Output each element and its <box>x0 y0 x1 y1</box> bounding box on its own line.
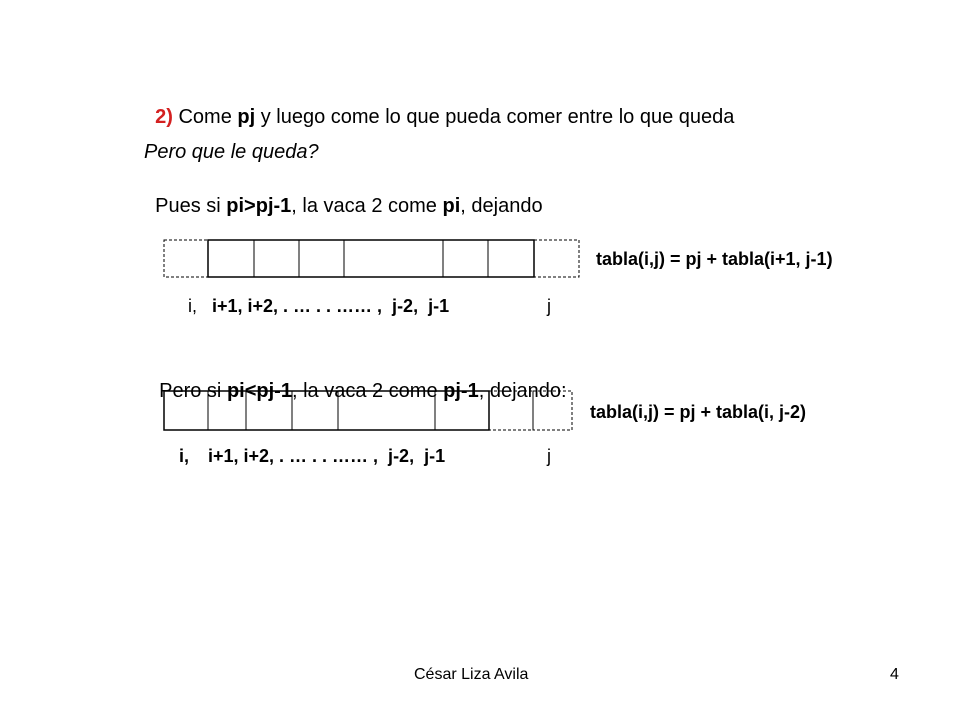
case1-remaining-cells <box>208 240 534 277</box>
page-number: 4 <box>890 666 899 683</box>
case2-index-j: j <box>547 446 551 466</box>
case1-array <box>164 240 579 277</box>
case1-text-3: , dejando <box>460 195 543 217</box>
case2-text-2: , la vaca 2 come <box>291 380 444 402</box>
heading-pj: pj <box>237 106 256 128</box>
case2-text-1: Pero si <box>159 380 227 402</box>
case1-pi: pi <box>442 195 461 217</box>
case2-index-range: i+1, i+2, . … . . …… , j-2, j-1 <box>208 446 446 466</box>
case1-formula: tabla(i,j) = pj + tabla(i+1, j-1) <box>596 249 833 269</box>
case2-pj1: pj-1 <box>443 380 479 402</box>
case1-text-2: , la vaca 2 come <box>291 195 443 217</box>
case2-formula: tabla(i,j) = pj + tabla(i, j-2) <box>590 402 807 422</box>
question-line: Pero que le queda? <box>144 141 319 163</box>
item-number: 2) <box>155 106 173 128</box>
case2-index-i: i, <box>179 446 190 466</box>
heading-text-1: Come <box>172 106 238 128</box>
case1-index-range: i+1, i+2, . … . . …… , j-2, j-1 <box>212 296 450 316</box>
heading-text-2: y luego come lo que pueda comer entre lo que queda <box>255 106 735 128</box>
case2-text-3: , dejando: <box>478 380 567 402</box>
case1-condition: pi>pj-1 <box>226 195 292 217</box>
case1-index-j: j <box>547 296 551 316</box>
footer-author: César Liza Avila <box>414 666 529 683</box>
case1-removed-cell-left <box>164 240 208 277</box>
case2-condition: pi<pj-1 <box>226 380 292 402</box>
case1-text-1: Pues si <box>155 195 227 217</box>
case2-line <box>148 355 567 403</box>
case1-removed-cell-right <box>534 240 579 277</box>
case1-index-i: i, <box>188 296 197 316</box>
